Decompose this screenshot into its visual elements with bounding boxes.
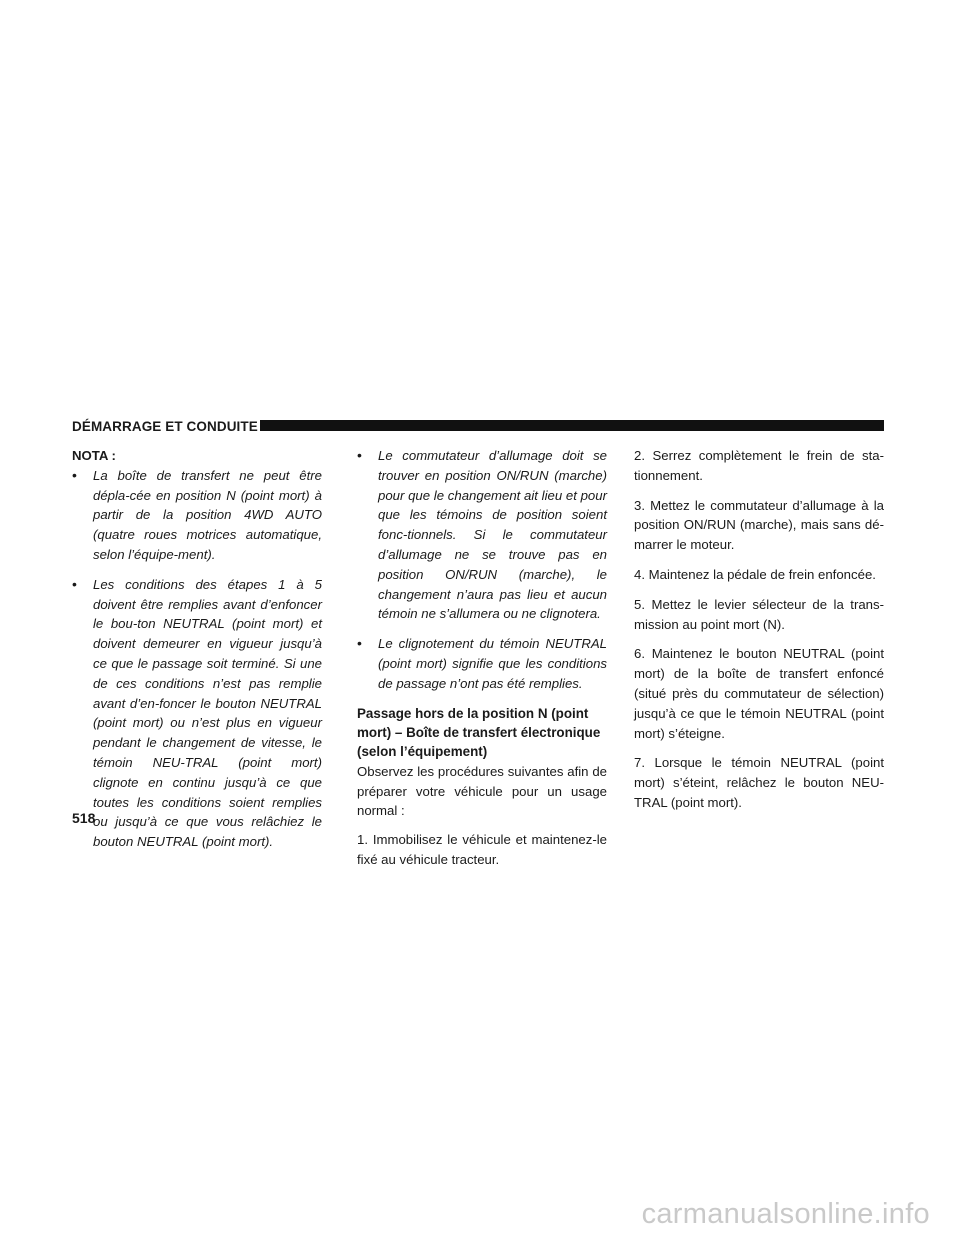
step-7: 7. Lorsque le témoin NEUTRAL (point mort) s’éteint, relâchez le bouton NEU-TRAL (point mort).	[634, 755, 884, 810]
middle-column	[357, 446, 607, 879]
section-heading: Passage hors de la position N (point mort) – Boîte de transfert électronique (selon l’équipement)	[357, 705, 601, 760]
bullet-item: • Le clignotement du témoin NEUTRAL (point mort) signifie que les conditions de passage n’ont pas été remplies.	[357, 635, 607, 691]
step-5: 5. Mettez le levier sélecteur de la trans-mission au point mort (N).	[634, 596, 884, 632]
page-number: 518	[72, 810, 96, 826]
left-column	[72, 446, 322, 862]
bullet-item: • Les conditions des étapes 1 à 5 doivent être remplies avant d’enfoncer le bou-ton NEUTRAL (point mort) et doivent demeurer en vigueur jusqu’à ce que le passage soit terminé. Si une de ces conditions n’est pas remplie avant d’en-foncer le bouton NEUTRAL (point mort) ou n’est plus en vigueur pendant le changement de vitesse, le témoin NEU-TRAL (point mort) clignote en continu jusqu’à ce que toutes les conditions soient remplies ou jusqu’à ce que vous relâchiez le bouton NEUTRAL (point mort).	[72, 575, 322, 850]
bullet-icon: •	[357, 447, 362, 463]
bullet-item: • Le commutateur d’allumage doit se trouver en position ON/RUN (marche) pour que le changement ait lieu et pour que les témoins de position soient fonc-tionnels. Si le commutateur d’allumage ne se trouve pas en position ON/RUN (marche), le changement n’aura pas lieu et aucun témoin ne s’allumera ou ne clignotera.	[357, 447, 607, 622]
intro-paragraph: Observez les procédures suivantes afin de préparer votre véhicule pour un usage normal :	[357, 763, 607, 819]
section-title: DÉMARRAGE ET CONDUITE	[72, 419, 258, 434]
step-6: 6. Maintenez le bouton NEUTRAL (point mort) de la boîte de transfert enfoncé (situé près du commutateur de sélection) jusqu’à ce que le témoin NEUTRAL (point mort) s’éteigne.	[634, 646, 884, 741]
bullet-icon: •	[357, 635, 362, 652]
watermark: carmanualsonline.info	[641, 1198, 930, 1230]
middle-bullet-list	[357, 446, 607, 694]
bullet-icon: •	[72, 575, 77, 592]
step-3: 3. Mettez le commutateur d’allumage à la position ON/RUN (marche), mais sans dé-marrer le moteur.	[634, 497, 884, 553]
bullet-item: • La boîte de transfert ne peut être dépla-cée en position N (point mort) à partir de la position 4WD AUTO (quatre roues motrices automatique, selon l’équipe-ment).	[72, 466, 322, 562]
step-1: 1. Immobilisez le véhicule et maintenez-le fixé au véhicule tracteur.	[357, 832, 607, 867]
running-header	[72, 418, 884, 438]
bullet-icon: •	[72, 466, 77, 483]
header-rule	[260, 420, 884, 431]
nota-bullet-list	[72, 466, 322, 852]
right-column	[634, 446, 884, 823]
nota-label: NOTA :	[72, 448, 116, 463]
step-2: 2. Serrez complètement le frein de sta-tionnement.	[634, 448, 884, 483]
step-4: 4. Maintenez la pédale de frein enfoncée.	[634, 566, 876, 582]
